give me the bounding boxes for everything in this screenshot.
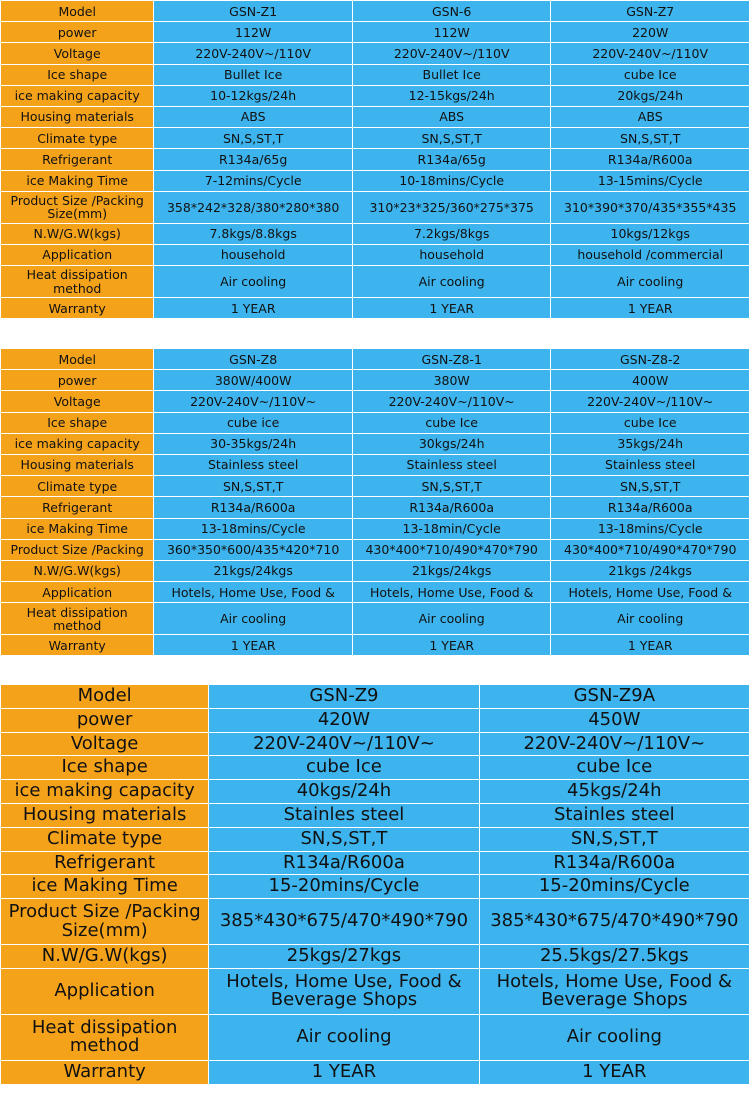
- spec-value-cell: R134a/R600a: [551, 497, 749, 517]
- row-label: Heat dissipation method: [1, 603, 153, 634]
- spec-row-product-size-packing-size-mm: [1, 192, 749, 223]
- spec-value-cell: 360*350*600/435*420*710: [154, 540, 352, 560]
- spec-value-cell: Hotels, Home Use, Food &: [551, 582, 749, 602]
- spec-value-cell: 7-12mins/Cycle: [154, 171, 352, 191]
- spec-value-cell: 1 YEAR: [154, 635, 352, 655]
- spec-value-cell: R134a/65g: [154, 149, 352, 169]
- spec-value-cell: 1 YEAR: [209, 1061, 478, 1084]
- spec-value-cell: SN,S,ST,T: [353, 128, 551, 148]
- row-label: Model: [1, 685, 208, 708]
- spec-row-ice-shape: [1, 756, 749, 779]
- spec-value-cell: 220V-240V~/110V: [353, 43, 551, 63]
- row-label: Housing materials: [1, 804, 208, 827]
- spec-value-cell: R134a/65g: [353, 149, 551, 169]
- row-label: Product Size /Packing Size(mm): [1, 899, 208, 944]
- spec-row-refrigerant: [1, 149, 749, 169]
- spec-value-cell: cube ice: [154, 413, 352, 433]
- spec-value-cell: cube Ice: [551, 413, 749, 433]
- spec-value-cell: household /commercial: [551, 245, 749, 265]
- spec-value-cell: 1 YEAR: [551, 635, 749, 655]
- spec-row-housing-materials: [1, 455, 749, 475]
- spec-row-heat-dissipation-method: [1, 266, 749, 297]
- row-label: Voltage: [1, 391, 153, 411]
- spec-value-cell: Stainles steel: [480, 804, 749, 827]
- spec-value-cell: SN,S,ST,T: [209, 828, 478, 851]
- spec-row-product-size-packing: [1, 540, 749, 560]
- spec-value-cell: Hotels, Home Use, Food &: [353, 582, 551, 602]
- spec-row-refrigerant: [1, 852, 749, 875]
- row-label: Climate type: [1, 476, 153, 496]
- spec-value-cell: SN,S,ST,T: [154, 476, 352, 496]
- row-label: Refrigerant: [1, 149, 153, 169]
- spec-value-cell: 112W: [353, 22, 551, 42]
- spec-value-cell: GSN-Z9: [209, 685, 478, 708]
- spec-row-application: [1, 245, 749, 265]
- spec-value-cell: 420W: [209, 709, 478, 732]
- spec-table-gsn-z8-series: [0, 348, 750, 656]
- spec-value-cell: 220V-240V~/110V~: [551, 391, 749, 411]
- spec-row-ice-making-capacity: [1, 86, 749, 106]
- spec-row-power: [1, 370, 749, 390]
- spec-row-model: [1, 1, 749, 21]
- row-label: Housing materials: [1, 107, 153, 127]
- spec-value-cell: 40kgs/24h: [209, 780, 478, 803]
- row-label: Voltage: [1, 43, 153, 63]
- spec-value-cell: 220V-240V~/110V: [154, 43, 352, 63]
- spec-value-cell: GSN-Z7: [551, 1, 749, 21]
- spec-row-refrigerant: [1, 497, 749, 517]
- spec-row-model: [1, 685, 749, 708]
- spec-value-cell: Bullet Ice: [353, 65, 551, 85]
- spec-value-cell: 10-18mins/Cycle: [353, 171, 551, 191]
- spec-row-climate-type: [1, 476, 749, 496]
- row-label: power: [1, 709, 208, 732]
- spec-value-cell: 25kgs/27kgs: [209, 945, 478, 968]
- row-label: Ice shape: [1, 65, 153, 85]
- spec-value-cell: SN,S,ST,T: [353, 476, 551, 496]
- spec-value-cell: R134a/R600a: [353, 497, 551, 517]
- spec-row-housing-materials: [1, 804, 749, 827]
- row-label: ice Making Time: [1, 171, 153, 191]
- spec-value-cell: ABS: [551, 107, 749, 127]
- spec-value-cell: 35kgs/24h: [551, 434, 749, 454]
- spec-row-application: [1, 969, 749, 1014]
- spec-value-cell: Air cooling: [480, 1015, 749, 1060]
- spec-value-cell: ABS: [154, 107, 352, 127]
- spec-value-cell: 13-15mins/Cycle: [551, 171, 749, 191]
- spec-value-cell: 220W: [551, 22, 749, 42]
- spec-value-cell: Bullet Ice: [154, 65, 352, 85]
- spec-row-application: [1, 582, 749, 602]
- spec-value-cell: 112W: [154, 22, 352, 42]
- spec-value-cell: 12-15kgs/24h: [353, 86, 551, 106]
- spec-value-cell: 13-18mins/Cycle: [154, 519, 352, 539]
- spec-value-cell: Air cooling: [209, 1015, 478, 1060]
- spec-row-ice-making-time: [1, 519, 749, 539]
- spec-value-cell: 15-20mins/Cycle: [209, 875, 478, 898]
- row-label: Warranty: [1, 298, 153, 318]
- spec-row-ice-making-time: [1, 875, 749, 898]
- spec-value-cell: 400W: [551, 370, 749, 390]
- spec-row-warranty: [1, 298, 749, 318]
- spec-row-power: [1, 22, 749, 42]
- spec-value-cell: 385*430*675/470*490*790: [209, 899, 478, 944]
- spec-value-cell: 380W/400W: [154, 370, 352, 390]
- spec-row-n-w-g-w-kgs: [1, 945, 749, 968]
- spec-value-cell: 385*430*675/470*490*790: [480, 899, 749, 944]
- row-label: Heat dissipation method: [1, 1015, 208, 1060]
- spec-value-cell: 220V-240V~/110V~: [154, 391, 352, 411]
- row-label: Warranty: [1, 1061, 208, 1084]
- spec-value-cell: 1 YEAR: [353, 635, 551, 655]
- spec-row-ice-making-time: [1, 171, 749, 191]
- spec-value-cell: 45kgs/24h: [480, 780, 749, 803]
- spec-value-cell: GSN-6: [353, 1, 551, 21]
- spec-value-cell: GSN-Z8: [154, 349, 352, 369]
- spec-value-cell: 450W: [480, 709, 749, 732]
- spec-value-cell: R134a/R600a: [154, 497, 352, 517]
- spec-value-cell: 25.5kgs/27.5kgs: [480, 945, 749, 968]
- spec-row-voltage: [1, 391, 749, 411]
- row-label: Housing materials: [1, 455, 153, 475]
- spec-row-heat-dissipation-method: [1, 603, 749, 634]
- spec-value-cell: Hotels, Home Use, Food &: [154, 582, 352, 602]
- spec-table-gsn-z1-z6-z7: [0, 0, 750, 319]
- spec-value-cell: 21kgs /24kgs: [551, 561, 749, 581]
- row-label: Climate type: [1, 128, 153, 148]
- spec-value-cell: Hotels, Home Use, Food & Beverage Shops: [209, 969, 478, 1014]
- row-label: N.W/G.W(kgs): [1, 224, 153, 244]
- row-label: Refrigerant: [1, 852, 208, 875]
- row-label: Ice shape: [1, 756, 208, 779]
- spec-value-cell: R134a/R600a: [480, 852, 749, 875]
- spec-value-cell: 1 YEAR: [551, 298, 749, 318]
- row-label: Model: [1, 1, 153, 21]
- spec-value-cell: 30-35kgs/24h: [154, 434, 352, 454]
- row-label: Heat dissipation method: [1, 266, 153, 297]
- spec-row-product-size-packing-size-mm: [1, 899, 749, 944]
- row-label: ice Making Time: [1, 875, 208, 898]
- row-label: power: [1, 370, 153, 390]
- row-label: N.W/G.W(kgs): [1, 945, 208, 968]
- spec-value-cell: 220V-240V~/110V: [551, 43, 749, 63]
- row-label: Application: [1, 582, 153, 602]
- row-label: Model: [1, 349, 153, 369]
- spec-row-model: [1, 349, 749, 369]
- spec-value-cell: Air cooling: [154, 603, 352, 634]
- spec-row-power: [1, 709, 749, 732]
- row-label: ice Making Time: [1, 519, 153, 539]
- spec-row-ice-making-capacity: [1, 780, 749, 803]
- spec-value-cell: 358*242*328/380*280*380: [154, 192, 352, 223]
- spec-value-cell: 21kgs/24kgs: [154, 561, 352, 581]
- row-label: Warranty: [1, 635, 153, 655]
- row-label: Product Size /Packing: [1, 540, 153, 560]
- spec-row-ice-making-capacity: [1, 434, 749, 454]
- spec-table-gsn-z9-series: [0, 684, 750, 1085]
- spec-value-cell: 7.8kgs/8.8kgs: [154, 224, 352, 244]
- spec-value-cell: 10kgs/12kgs: [551, 224, 749, 244]
- spec-value-cell: Stainless steel: [551, 455, 749, 475]
- row-label: N.W/G.W(kgs): [1, 561, 153, 581]
- row-label: Product Size /Packing Size(mm): [1, 192, 153, 223]
- row-label: Ice shape: [1, 413, 153, 433]
- row-label: Voltage: [1, 733, 208, 756]
- spec-value-cell: 1 YEAR: [154, 298, 352, 318]
- spec-value-cell: 380W: [353, 370, 551, 390]
- spec-value-cell: SN,S,ST,T: [154, 128, 352, 148]
- spec-row-voltage: [1, 733, 749, 756]
- spec-value-cell: Air cooling: [154, 266, 352, 297]
- spec-value-cell: GSN-Z9A: [480, 685, 749, 708]
- spec-value-cell: cube Ice: [209, 756, 478, 779]
- row-label: ice making capacity: [1, 434, 153, 454]
- spec-value-cell: 7.2kgs/8kgs: [353, 224, 551, 244]
- spec-value-cell: Stainles steel: [209, 804, 478, 827]
- spec-value-cell: 13-18min/Cycle: [353, 519, 551, 539]
- spec-value-cell: 310*23*325/360*275*375: [353, 192, 551, 223]
- spec-value-cell: Stainless steel: [154, 455, 352, 475]
- spec-value-cell: 30kgs/24h: [353, 434, 551, 454]
- spec-value-cell: R134a/R600a: [209, 852, 478, 875]
- spec-value-cell: Air cooling: [353, 266, 551, 297]
- row-label: power: [1, 22, 153, 42]
- row-label: Application: [1, 969, 208, 1014]
- spec-row-warranty: [1, 1061, 749, 1084]
- spec-value-cell: 220V-240V~/110V~: [480, 733, 749, 756]
- spec-row-n-w-g-w-kgs: [1, 561, 749, 581]
- spec-value-cell: 220V-240V~/110V~: [353, 391, 551, 411]
- spec-value-cell: 21kgs/24kgs: [353, 561, 551, 581]
- row-label: Climate type: [1, 828, 208, 851]
- spec-value-cell: Stainless steel: [353, 455, 551, 475]
- spec-value-cell: SN,S,ST,T: [551, 128, 749, 148]
- spec-value-cell: Air cooling: [551, 266, 749, 297]
- spec-row-climate-type: [1, 828, 749, 851]
- spec-value-cell: 1 YEAR: [353, 298, 551, 318]
- spec-value-cell: GSN-Z8-2: [551, 349, 749, 369]
- row-label: Refrigerant: [1, 497, 153, 517]
- spec-value-cell: household: [154, 245, 352, 265]
- spec-value-cell: GSN-Z8-1: [353, 349, 551, 369]
- row-label: ice making capacity: [1, 86, 153, 106]
- spec-value-cell: Air cooling: [353, 603, 551, 634]
- spec-value-cell: 15-20mins/Cycle: [480, 875, 749, 898]
- spec-row-climate-type: [1, 128, 749, 148]
- row-label: ice making capacity: [1, 780, 208, 803]
- spec-value-cell: 20kgs/24h: [551, 86, 749, 106]
- spec-value-cell: 430*400*710/490*470*790: [551, 540, 749, 560]
- spec-value-cell: Air cooling: [551, 603, 749, 634]
- spec-row-housing-materials: [1, 107, 749, 127]
- spec-value-cell: GSN-Z1: [154, 1, 352, 21]
- spec-row-ice-shape: [1, 413, 749, 433]
- spec-row-heat-dissipation-method: [1, 1015, 749, 1060]
- spec-value-cell: 13-18mins/Cycle: [551, 519, 749, 539]
- row-label: Application: [1, 245, 153, 265]
- spec-value-cell: SN,S,ST,T: [480, 828, 749, 851]
- spec-row-warranty: [1, 635, 749, 655]
- spec-row-voltage: [1, 43, 749, 63]
- spec-row-n-w-g-w-kgs: [1, 224, 749, 244]
- spec-value-cell: Hotels, Home Use, Food & Beverage Shops: [480, 969, 749, 1014]
- spec-value-cell: ABS: [353, 107, 551, 127]
- spec-row-ice-shape: [1, 65, 749, 85]
- spec-value-cell: cube Ice: [353, 413, 551, 433]
- spec-value-cell: cube Ice: [480, 756, 749, 779]
- spec-value-cell: R134a/R600a: [551, 149, 749, 169]
- spec-value-cell: 10-12kgs/24h: [154, 86, 352, 106]
- spec-value-cell: 1 YEAR: [480, 1061, 749, 1084]
- spec-value-cell: cube Ice: [551, 65, 749, 85]
- spec-value-cell: 310*390*370/435*355*435: [551, 192, 749, 223]
- spec-value-cell: 430*400*710/490*470*790: [353, 540, 551, 560]
- spec-value-cell: SN,S,ST,T: [551, 476, 749, 496]
- spec-value-cell: household: [353, 245, 551, 265]
- spec-value-cell: 220V-240V~/110V~: [209, 733, 478, 756]
